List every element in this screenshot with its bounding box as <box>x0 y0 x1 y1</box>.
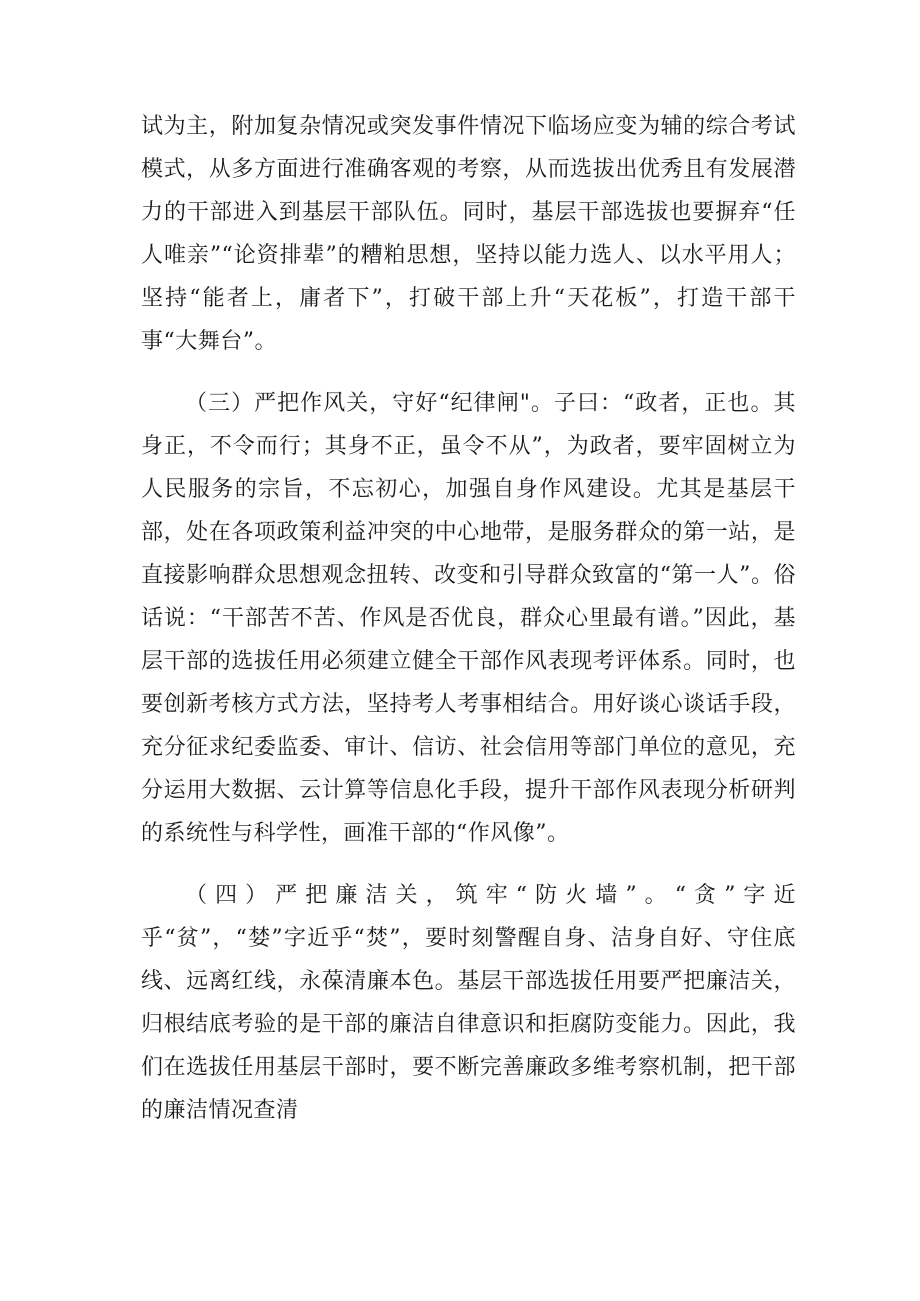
paragraph-section-four: （四）严把廉洁关，筑牢“防火墙”。“贪”字近乎“贫”，“婪”字近乎“焚”，要时刻警醒自身、洁身自好、守住底线、远离红线，永葆清廉本色。基层干部选拔任用要严把廉洁关，归根结底考验的是干部的廉洁自律意识和拒腐防变能力。因此，我们在选拔任用基层干部时，要不断完善廉政多维考察机制，把干部的廉洁情况查清 <box>141 883 796 1123</box>
paragraph-section-three: （三）严把作风关，守好“纪律闸"。子曰：“政者，正也。其身正，不令而行；其身不正，虽令不从”，为政者，要牢固树立为人民服务的宗旨，不忘初心，加强自身作风建设。尤其是基层干部，处在各项政策利益冲突的中心地带，是服务群众的第一站，是直接影响群众思想观念扭转、改变和引导群众致富的“第一人”。俗话说：“干部苦不苦、作风是否优良，群众心里最有谱。”因此，基层干部的选拔任用必须建立健全干部作风表现考评体系。同时，也要创新考核方式方法，坚持考人考事相结合。用好谈心谈话手段，充分征求纪委监委、审计、信访、社会信用等部门单位的意见，充分运用大数据、云计算等信息化手段，提升干部作风表现分析研判的系统性与科学性，画准干部的“作风像”。 <box>141 391 796 846</box>
paragraph-continuation: 试为主，附加复杂情况或突发事件情况下临场应变为辅的综合考试模式，从多方面进行准确客观的考察，从而选拔出优秀且有发展潜力的干部进入到基层干部队伍。同时，基层干部选拔也要摒弃“任人唯亲”“论资排辈”的糟粕思想，坚持以能力选人、以水平用人；坚持“能者上，庸者下”，打破干部上升“天花板”，打造干部干事“大舞台”。 <box>141 114 796 354</box>
document-body <box>141 105 796 1151</box>
